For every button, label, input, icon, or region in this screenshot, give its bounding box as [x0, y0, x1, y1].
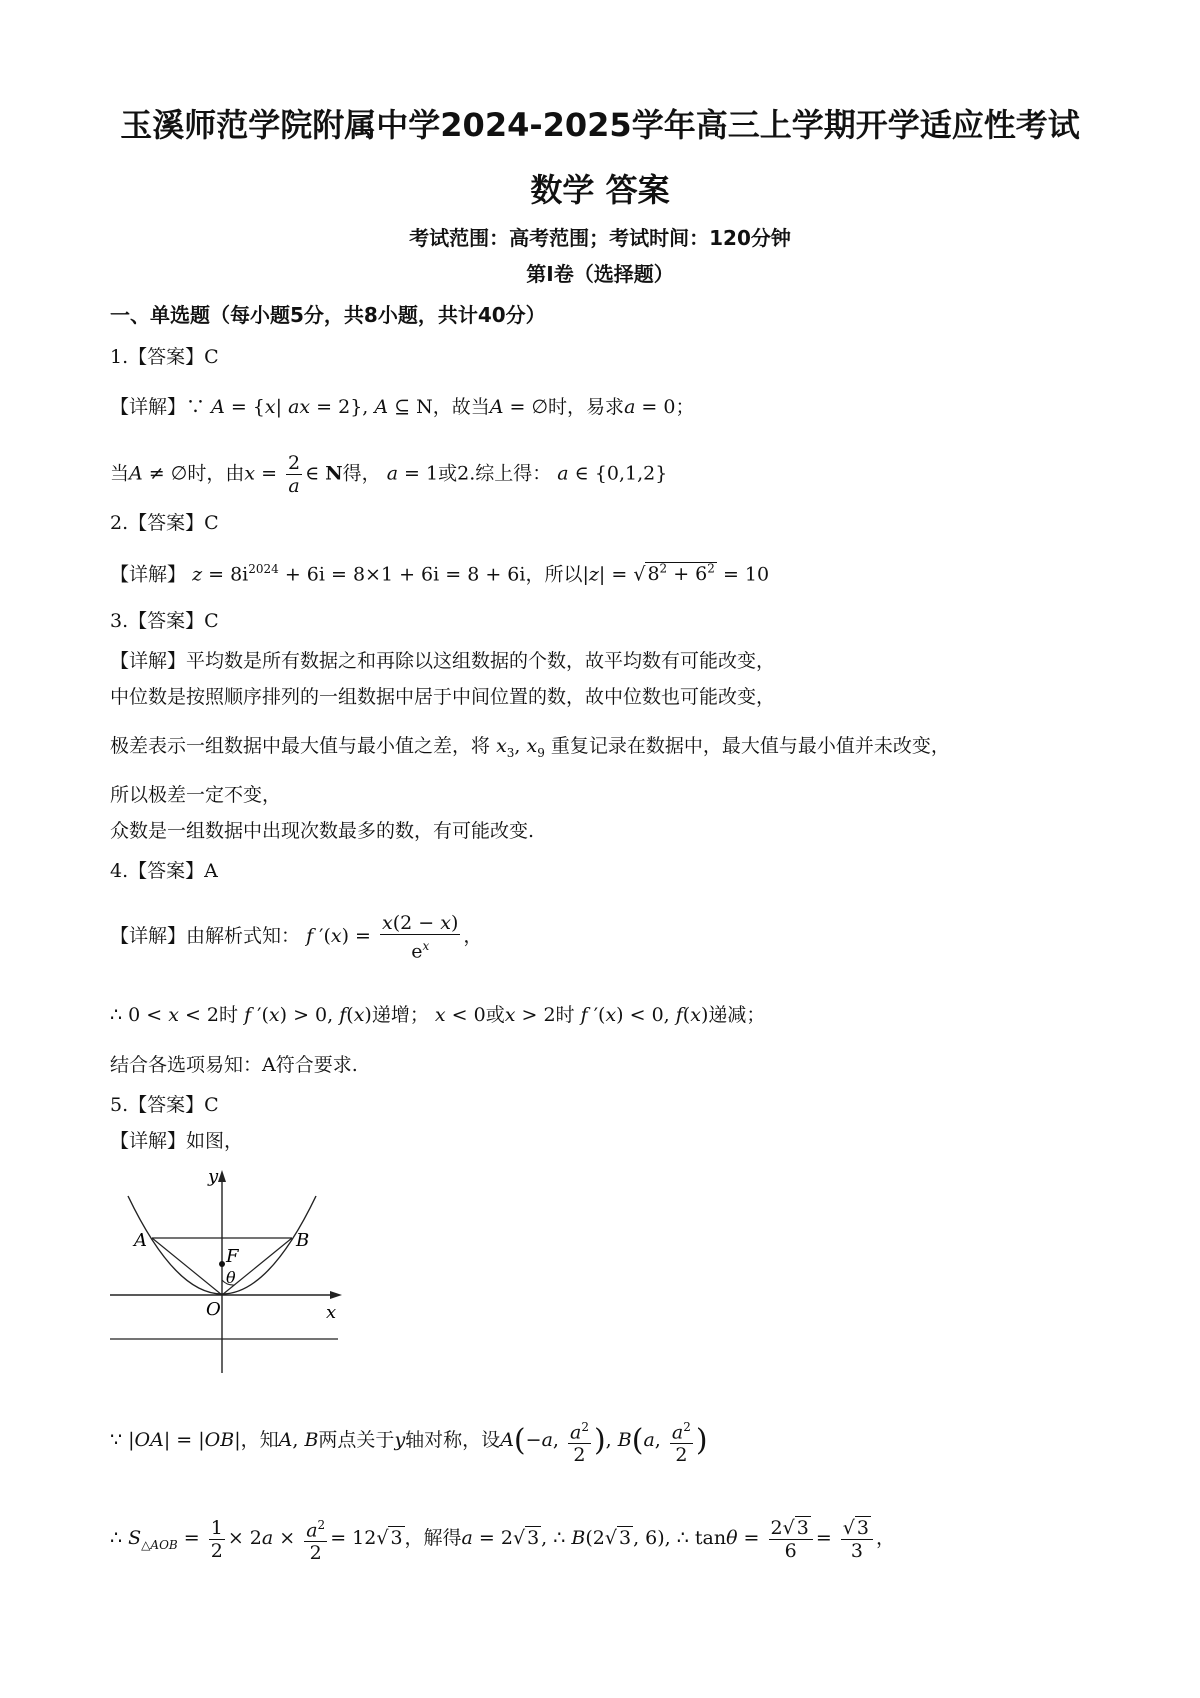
q2-text-a: ，所以 — [525, 563, 583, 586]
q3-line-4: 众数是一组数据中出现次数最多的数，有可能改变. — [110, 820, 535, 842]
q1-line2-d: 或2.综上得： — [438, 462, 552, 485]
q4-mono-a: 时 — [219, 1004, 239, 1026]
q3-range-a: 极差表示一组数据中最大值与最小值之差，将 — [110, 735, 491, 757]
q1-answer: 1.【答案】C — [110, 346, 219, 368]
q5-area-a: ，解得 — [404, 1527, 462, 1550]
q5-sym-a: ，知 — [240, 1429, 279, 1452]
q3-line-3: 所以极差一定不变， — [110, 784, 282, 806]
a-squared-over-2-c: $\frac{a^2}{2}$ — [304, 1514, 327, 1564]
q1-detail-line2: 当A ≠ ∅时，由x = $\frac{2}{a}$ ∈ N得， a = 1或2.综上得： a ∈ {0,1,2} — [110, 452, 668, 497]
q1-text-a: ，故当 — [432, 396, 490, 418]
fraction-2-over-a: $\frac{2}{a}$ — [288, 452, 301, 497]
q3-range-b: 重复记录在数据中，最大值与最小值并未改变， — [550, 735, 950, 757]
a-squared-over-2-b: $\frac{a^2}{2}$ — [670, 1416, 693, 1466]
q4-mono-a-2: 时 — [555, 1004, 575, 1026]
q1-detail-line1: 【详解】∵ A = {x| ax = 2}, A ⊆ N，故当A = ∅时，易求a = 0； — [110, 396, 695, 418]
q3-line-1: 【详解】平均数是所有数据之和再除以这组数据的个数，故平均数有可能改变， — [110, 650, 776, 672]
q2-answer: 2.【答案】C — [110, 512, 219, 534]
label-theta: θ — [226, 1268, 236, 1287]
q2-detail-tag: 【详解】 — [110, 563, 187, 586]
label-y: y — [208, 1168, 219, 1187]
q1-line2-c: 得， — [342, 462, 381, 485]
a-squared-over-2: $\frac{a^2}{2}$ — [568, 1416, 591, 1466]
tan-fraction-2: $\frac{√ 3}{3}$ — [841, 1517, 873, 1562]
q3-line-2: 中位数是按照顺序排列的一组数据中居于中间位置的数，故中位数也可能改变， — [110, 686, 776, 708]
label-x: x — [326, 1302, 337, 1323]
parabola-figure — [108, 1168, 348, 1378]
q4-monotonic: ∴ 0 < x < 2时 f ′(x) > 0, f(x)递增； x < 0或x > 2时 f ′(x) < 0, f(x)递减； — [110, 1004, 766, 1026]
q5-area: ∴ $S_{\triangle AOB}$ = $\frac{1}{2}$ × 2a × $\frac{a^2}{2}$ = 12√ 3 ，解得a = 2√ 3 , ∴ B(2√ 3 , 6), ∴ tanθ = $\frac{2√ 3}{6}$ = $\frac{√ 3}{3}$ ， — [110, 1514, 895, 1564]
q3-line-range: 极差表示一组数据中最大值与最小值之差，将 $x_3$, $x_9$ 重复记录在数据中，最大值与最小值并未改变， — [110, 735, 950, 760]
q5-answer: 5.【答案】C — [110, 1094, 219, 1116]
derivative-fraction: $\frac{x(2 - x)}{e^x}$ — [382, 912, 459, 963]
part-title: 第I卷（选择题） — [526, 262, 674, 286]
q4-detail-text: 【详解】由解析式知： — [110, 925, 301, 948]
exam-meta: 考试范围：高考范围；考试时间：120分钟 — [409, 226, 791, 250]
q4-mono-c: 或 — [485, 1004, 505, 1026]
q4-mono-d: 递减； — [708, 1004, 766, 1026]
q4-mono-b: 递增； — [371, 1004, 429, 1026]
q5-symmetry: ∵ |OA| = |OB|，知A, B两点关于y轴对称，设A(−a, $\frac{a^2}{2}$ ), B(a, $\frac{a^2}{2}$ ) — [110, 1416, 708, 1466]
q5-sym-b: 两点关于 — [318, 1429, 395, 1452]
q1-text-b: 时，易求 — [548, 396, 625, 418]
label-a: A — [134, 1230, 147, 1251]
q5-sym-c: 轴对称，设 — [405, 1429, 501, 1452]
section-heading: 一、单选题（每小题5分，共8小题，共计40分） — [110, 303, 546, 327]
q2-detail: 【详解】 $z = 8i^{2024} + 6i = 8\times 1 + 6i = 8 + 6i$，所以|z| = √ $8^2 + 6^2 = 10$ — [110, 562, 770, 586]
q1-line2-a: 当 — [110, 462, 130, 485]
label-o: O — [206, 1299, 221, 1320]
exam-title: 玉溪师范学院附属中学2024-2025学年高三上学期开学适应性考试 — [120, 106, 1080, 144]
label-f: F — [226, 1246, 239, 1267]
q1-line2-b: 时，由 — [187, 462, 245, 485]
q4-detail: 【详解】由解析式知： f ′(x) = $\frac{x(2 - x)}{e^x}$ ， — [110, 912, 483, 963]
q1-detail-tag: 【详解】 — [110, 396, 187, 418]
exam-subtitle: 数学 答案 — [530, 171, 670, 209]
q4-answer: 4.【答案】A — [110, 860, 218, 882]
label-b: B — [296, 1230, 310, 1251]
q5-detail: 【详解】如图， — [110, 1130, 244, 1152]
q4-conclusion: 结合各选项易知：A符合要求. — [110, 1054, 358, 1076]
q3-answer: 3.【答案】C — [110, 610, 219, 632]
half-fraction: $\frac{1}{2}$ — [210, 1516, 223, 1562]
tan-fraction-1: $\frac{2√ 3}{6}$ — [769, 1517, 813, 1562]
